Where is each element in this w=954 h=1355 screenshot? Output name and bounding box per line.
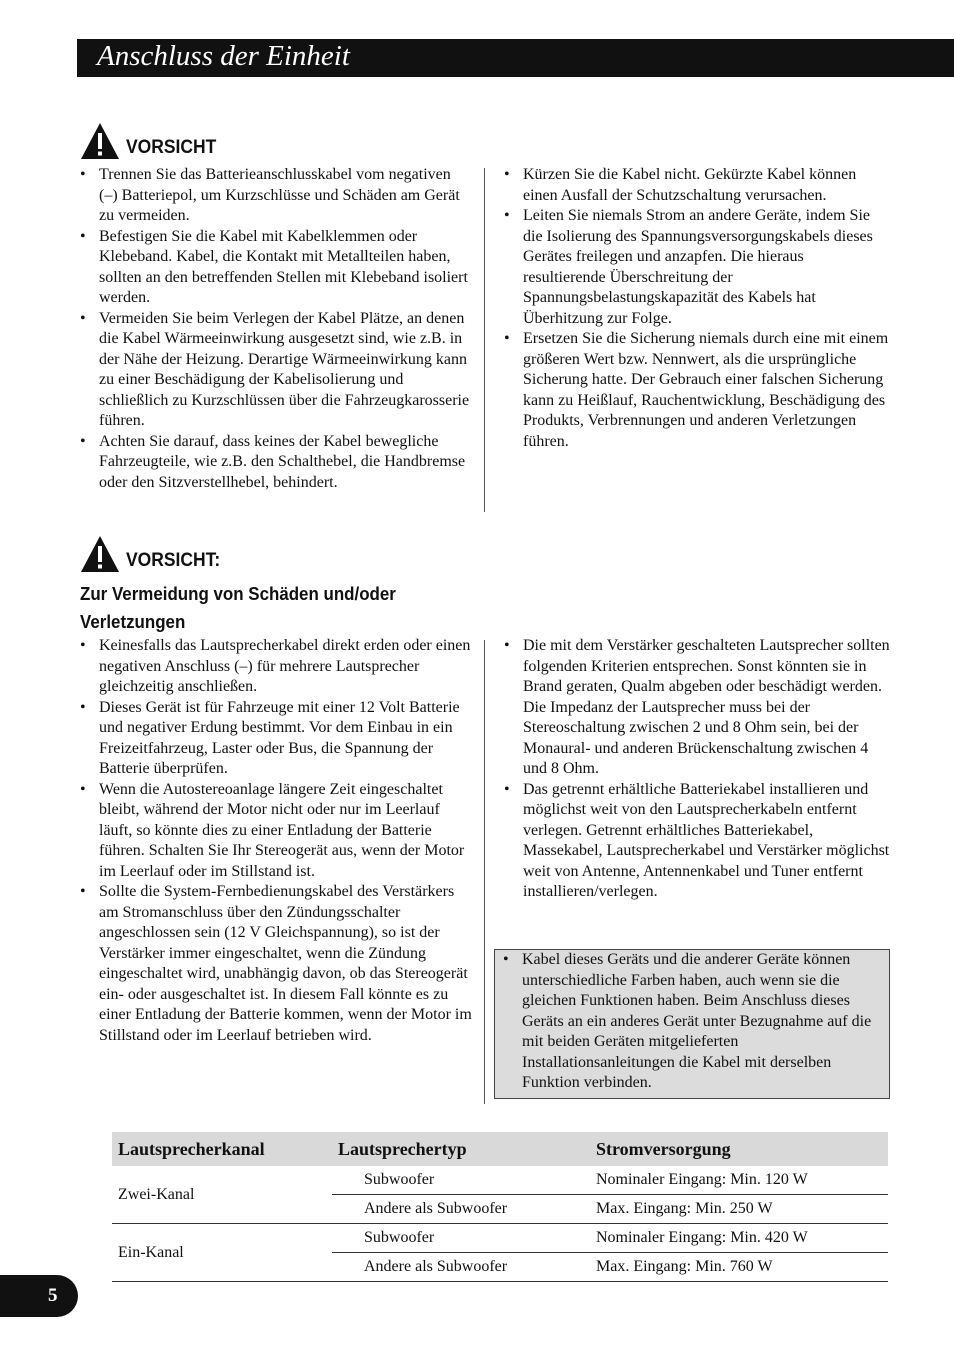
list-item: • Kürzen Sie die Kabel nicht. Gekürzte Kabel können einen Ausfall der Schutzschaltung verursachen. [504, 165, 890, 206]
type-cell: Subwoofer [332, 1166, 590, 1195]
list-item: • Sollte die System-Fernbedienungskabel des Verstärkers am Stromanschluss über den Zündungsschalter angeschlossen sein (12 V Gleichspannung), so ist der Verstärker immer eingeschaltet, wenn die Zündung eingeschaltet wird, unabhängig davon, ob das Stereogerät ein- oder ausgeschaltet ist. In diesem Fall könnte es zu einer Entladung der Batterie kommen, wenn der Motor im Stillstand oder im Leerlauf betrieben wird. [80, 882, 472, 1046]
caution-title: VORSICHT: [126, 550, 221, 571]
caution-title: VORSICHT [126, 137, 217, 158]
table-row [112, 1224, 888, 1253]
note-list [503, 950, 875, 1094]
table-header-row [112, 1132, 888, 1166]
caution-list-right [504, 636, 890, 903]
caution-list-left [80, 636, 472, 1046]
channel-cell: Ein-Kanal [112, 1224, 332, 1282]
list-item: • Befestigen Sie die Kabel mit Kabelklemmen oder Klebeband. Kabel, die Kontakt mit Metallteilen haben, sollten an den betreffenden Stellen mit Klebeband isoliert werden. [80, 227, 472, 309]
caution-heading [80, 535, 228, 573]
list-item: • Achten Sie darauf, dass keines der Kabel bewegliche Fahrzeugteile, wie z.B. den Schalthebel, die Handbremse oder den Sitzverstellhebel, behindert. [80, 432, 472, 494]
caution-list-left [80, 165, 472, 493]
column-divider [484, 640, 485, 1104]
list-item: • Ersetzen Sie die Sicherung niemals durch eine mit einem größeren Wert bzw. Nennwert, als die ursprüngliche Sicherung hatte. Der Gebrauch einer falschen Sicherung kann zu Heißlauf, Rauchentwicklung, Beschädigung des Produkts, Verbrennungen und anderen Verletzungen führen. [504, 329, 890, 452]
list-item: • Wenn die Autostereoanlage längere Zeit eingeschaltet bleibt, während der Motor nicht oder nur im Leerlauf läuft, so könnte dies zu einer Entladung der Batterie führen. Schalten Sie Ihr Stereogerät aus, wenn der Motor im Leerlauf oder im Stillstand ist. [80, 780, 472, 883]
list-item: • Die mit dem Verstärker geschalteten Lautsprecher sollten folgenden Kriterien entsprechen. Sonst könnten sie in Brand geraten, Qualm abgeben oder beschädigt werden. Die Impedanz der Lautsprecher muss bei der Stereoschaltung zwischen 2 und 8 Ohm sein, bei der Monaural- und anderen Brückenschaltung zwischen 4 und 8 Ohm. [504, 636, 890, 780]
warning-triangle-icon [80, 122, 120, 160]
table-header-cell: Lautsprechertyp [332, 1132, 590, 1166]
power-cell: Max. Eingang: Min. 250 W [590, 1195, 888, 1224]
table-header-cell: Stromversorgung [590, 1132, 888, 1166]
list-item: • Keinesfalls das Lautsprecherkabel direkt erden oder einen negativen Anschluss (–) für mehrere Lautsprecher gleichzeitig anschließen. [80, 636, 472, 698]
table-header-cell: Lautsprecherkanal [112, 1132, 332, 1166]
caution-list-right [504, 165, 890, 452]
type-cell: Andere als Subwoofer [332, 1195, 590, 1224]
power-cell: Max. Eingang: Min. 760 W [590, 1253, 888, 1282]
note-item: • Kabel dieses Geräts und die anderer Geräte können unterschiedliche Farben haben, auch wenn sie die gleichen Funktionen haben. Beim Anschluss dieses Geräts an ein anderes Gerät unter Bezugnahme auf die mit beiden Geräten mitgelieferten Installationsanleitungen die Kabel mit derselben Funktion verbinden. [503, 950, 875, 1094]
type-cell: Subwoofer [332, 1224, 590, 1253]
page-number-tab [0, 1275, 78, 1317]
list-item: • Vermeiden Sie beim Verlegen der Kabel Plätze, an denen die Kabel Wärmeeinwirkung ausgesetzt sind, wie z.B. in der Nähe der Heizung. Derartige Wärmeeinwirkung kann zu einer Beschädigung der Kabelisolierung und schließlich zu Kurzschlüssen über die Fahrzeugkarosserie führen. [80, 309, 472, 432]
power-cell: Nominaler Eingang: Min. 420 W [590, 1224, 888, 1253]
page-number: 5 [48, 1285, 58, 1306]
page-title: Anschluss der Einheit [97, 40, 350, 72]
type-cell: Andere als Subwoofer [332, 1253, 590, 1282]
note-box [494, 949, 890, 1099]
list-item: • Dieses Gerät ist für Fahrzeuge mit einer 12 Volt Batterie und negativer Erdung bestimmt. Vor dem Einbau in ein Freizeitfahrzeug, Laster oder Bus, die Spannung der Batterie überprüfen. [80, 698, 472, 780]
power-cell: Nominaler Eingang: Min. 120 W [590, 1166, 888, 1195]
list-item: • Das getrennt erhältliche Batteriekabel installieren und möglichst weit von den Lautsprecherkabeln entfernt verlegen. Getrennt erhältliches Batteriekabel, Massekabel, Lautsprecherkabel und Verstärker möglichst weit von Antenne, Antennenkabel und Tuner entfernt installieren/verlegen. [504, 780, 890, 903]
caution-subtitle: Zur Vermeidung von Schäden und/oder Verletzungen [80, 584, 396, 632]
speaker-power-table [112, 1132, 888, 1282]
column-divider [484, 168, 485, 512]
channel-cell: Zwei-Kanal [112, 1166, 332, 1224]
warning-triangle-icon [80, 535, 120, 573]
table-row [112, 1166, 888, 1195]
caution-heading [80, 122, 224, 160]
page-header [77, 39, 954, 77]
list-item: • Trennen Sie das Batterieanschlusskabel vom negativen (–) Batteriepol, um Kurzschlüsse und Schäden am Gerät zu vermeiden. [80, 165, 472, 227]
list-item: • Leiten Sie niemals Strom an andere Geräte, indem Sie die Isolierung des Spannungsversorgungskabels dieses Gerätes freilegen und anzapfen. Die hieraus resultierende Überschreitung der Spannungsbelastungskapazität des Kabels hat Überhitzung zur Folge. [504, 206, 890, 329]
